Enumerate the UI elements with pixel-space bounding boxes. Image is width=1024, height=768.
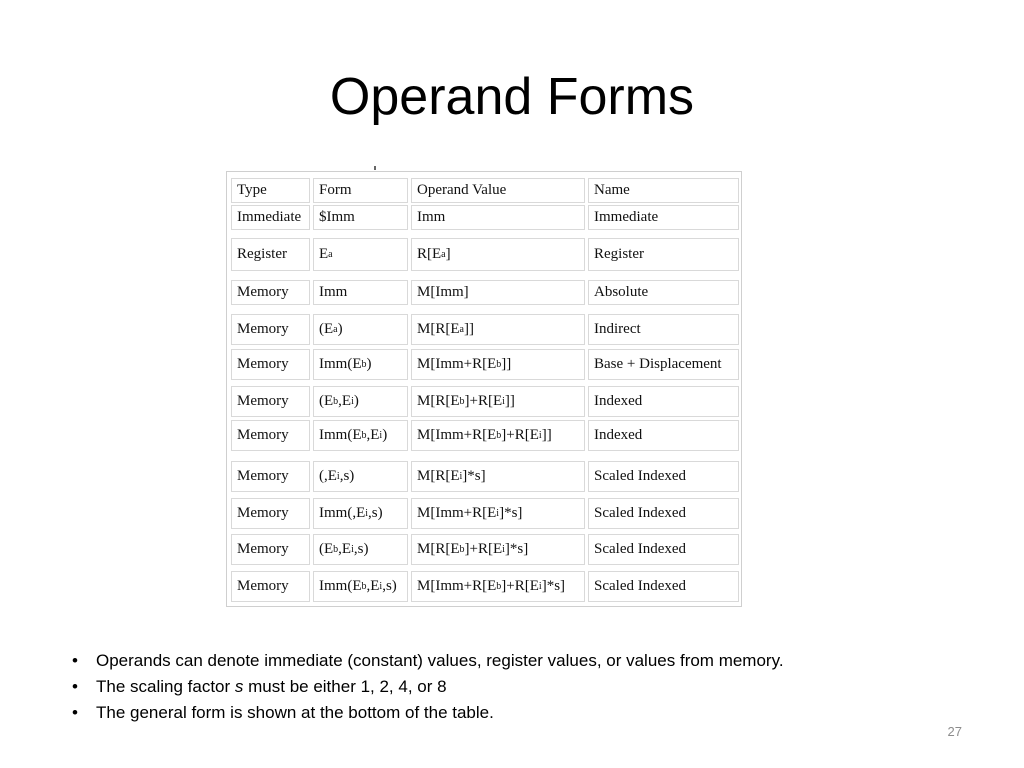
table-row	[231, 498, 739, 529]
operand-forms-table	[226, 171, 742, 607]
name-cell: Scaled Indexed	[588, 534, 739, 565]
slide-title: Operand Forms	[329, 68, 695, 126]
table-row	[231, 386, 739, 417]
type-cell: Memory	[231, 420, 310, 451]
table-row	[231, 420, 739, 451]
form-cell: Imm	[313, 280, 408, 305]
operand-value-cell: M[R[E b ]+R[E i ]]	[411, 386, 585, 417]
bullet-list	[72, 648, 972, 726]
form-cell: (,E i ,s)	[313, 461, 408, 492]
name-cell: Indexed	[588, 420, 739, 451]
bullet-icon: •	[72, 703, 78, 722]
bullet-item	[72, 674, 972, 700]
form-cell: (E b ,E i ,s)	[313, 534, 408, 565]
column-header: Type	[231, 178, 310, 203]
column-header: Name	[588, 178, 739, 203]
name-cell: Scaled Indexed	[588, 571, 739, 602]
name-cell: Base + Displacement	[588, 349, 739, 380]
operand-value-cell: Imm	[411, 205, 585, 230]
column-header: Form	[313, 178, 408, 203]
name-cell: Scaled Indexed	[588, 498, 739, 529]
operand-value-cell: M[R[E a ]]	[411, 314, 585, 345]
name-cell: Scaled Indexed	[588, 461, 739, 492]
type-cell: Immediate	[231, 205, 310, 230]
name-cell: Indirect	[588, 314, 739, 345]
name-cell: Indexed	[588, 386, 739, 417]
form-cell: $Imm	[313, 205, 408, 230]
table-row	[231, 205, 739, 230]
bullet-icon: •	[72, 677, 78, 696]
table-row	[231, 571, 739, 602]
table-row	[231, 461, 739, 492]
bullet-text: The general form is shown at the bottom of the table.	[96, 703, 494, 722]
form-cell: Imm(E b )	[313, 349, 408, 380]
table-row	[231, 534, 739, 565]
name-cell: Absolute	[588, 280, 739, 305]
form-cell: E a	[313, 238, 408, 271]
form-cell: Imm(E b ,E i )	[313, 420, 408, 451]
name-cell: Immediate	[588, 205, 739, 230]
form-cell: (E b ,E i )	[313, 386, 408, 417]
operand-value-cell: M[Imm+R[E b ]]	[411, 349, 585, 380]
operand-value-cell: M[Imm+R[E b ]+R[E i ]]	[411, 420, 585, 451]
table-row	[231, 280, 739, 305]
table-row	[231, 238, 739, 271]
bullet-item	[72, 700, 972, 726]
page-number: 27	[947, 724, 962, 739]
operand-value-cell: M[Imm+R[E i ]*s]	[411, 498, 585, 529]
operand-value-cell: R[E a ]	[411, 238, 585, 271]
bullet-text: The scaling factor	[96, 677, 235, 696]
column-header: Operand Value	[411, 178, 585, 203]
name-cell: Register	[588, 238, 739, 271]
operand-value-cell: M[R[E i ]*s]	[411, 461, 585, 492]
type-cell: Memory	[231, 534, 310, 565]
form-cell: Imm(E b ,E i ,s)	[313, 571, 408, 602]
type-cell: Memory	[231, 386, 310, 417]
bullet-icon: •	[72, 651, 78, 670]
bullet-item	[72, 648, 972, 674]
form-cell: Imm(,E i ,s)	[313, 498, 408, 529]
table-header-row	[231, 178, 739, 203]
type-cell: Memory	[231, 498, 310, 529]
bullet-text: Operands can denote immediate (constant) values, register values, or values from memory.	[96, 651, 784, 670]
form-cell: (E a )	[313, 314, 408, 345]
type-cell: Register	[231, 238, 310, 271]
type-cell: Memory	[231, 349, 310, 380]
table-row	[231, 349, 739, 380]
type-cell: Memory	[231, 314, 310, 345]
type-cell: Memory	[231, 461, 310, 492]
table-top-mark	[374, 166, 376, 170]
operand-value-cell: M[Imm+R[E b ]+R[E i ]*s]	[411, 571, 585, 602]
bullet-text: must be either 1, 2, 4, or 8	[243, 677, 447, 696]
type-cell: Memory	[231, 571, 310, 602]
type-cell: Memory	[231, 280, 310, 305]
bullet-text: s	[234, 677, 244, 696]
operand-value-cell: M[Imm]	[411, 280, 585, 305]
table-row	[231, 314, 739, 345]
operand-value-cell: M[R[E b ]+R[E i ]*s]	[411, 534, 585, 565]
